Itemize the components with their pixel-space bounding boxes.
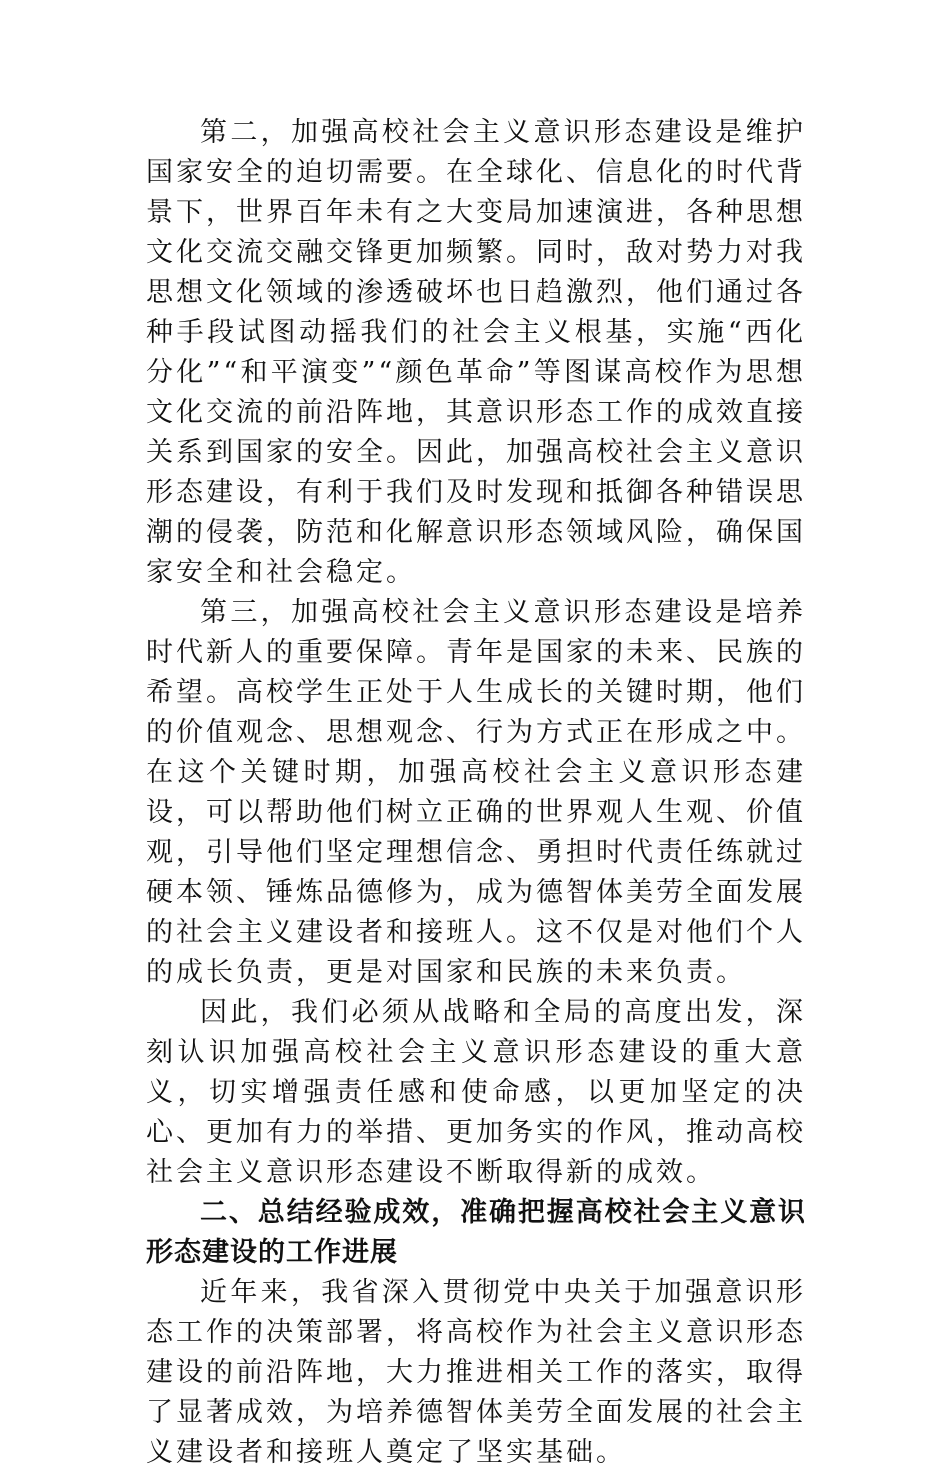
paragraph-national-security: 第二，加强高校社会主义意识形态建设是维护国家安全的迫切需要。在全球化、信息化的时代背景下，世界百年未有之大变局加速演进，各种思想文化交流交融交锋更加频繁。同时，敌对势力对我思想文化领域的渗透破坏也日趋激烈，他们通过各种手段试图动摇我们的社会主义根基，实施“西化分化”“和平演变”“颜色革命”等图谋高校作为思想文化交流的前沿阵地，其意识形态工作的成效直接关系到国家的安全。因此，加强高校社会主义意识形态建设，有利于我们及时发现和抵御各种错误思潮的侵袭，防范和化解意识形态领域风险，确保国家安全和社会稳定。 <box>146 117 806 588</box>
paragraph-new-generation: 第三，加强高校社会主义意识形态建设是培养时代新人的重要保障。青年是国家的未来、民族的希望。高校学生正处于人生成长的关键时期，他们的价值观念、思想观念、行为方式正在形成之中。在这个关键时期，加强高校社会主义意识形态建设，可以帮助他们树立正确的世界观人生观、价值观，引导他们坚定理想信念、勇担时代责任练就过硬本领、锤炼品德修为，成为德智体美劳全面发展的社会主义建设者和接班人。这不仅是对他们个人的成长负责，更是对国家和民族的未来负责。 <box>146 597 806 988</box>
paragraph-conclusion: 因此，我们必须从战略和全局的高度出发，深刻认识加强高校社会主义意识形态建设的重大意义，切实增强责任感和使命感，以更加坚定的决心、更加有力的举措、更加务实的作风，推动高校社会主义意识形态建设不断取得新的成效。 <box>146 997 806 1188</box>
document-body <box>146 113 806 1473</box>
paragraph-progress: 近年来，我省深入贯彻党中央关于加强意识形态工作的决策部署，将高校作为社会主义意识形态建设的前沿阵地，大力推进相关工作的落实，取得了显著成效，为培养德智体美劳全面发展的社会主义建设者和接班人奠定了坚实基础。 <box>146 1277 806 1468</box>
section-heading: 二、总结经验成效，准确把握高校社会主义意识形态建设的工作进展 <box>146 1197 806 1268</box>
